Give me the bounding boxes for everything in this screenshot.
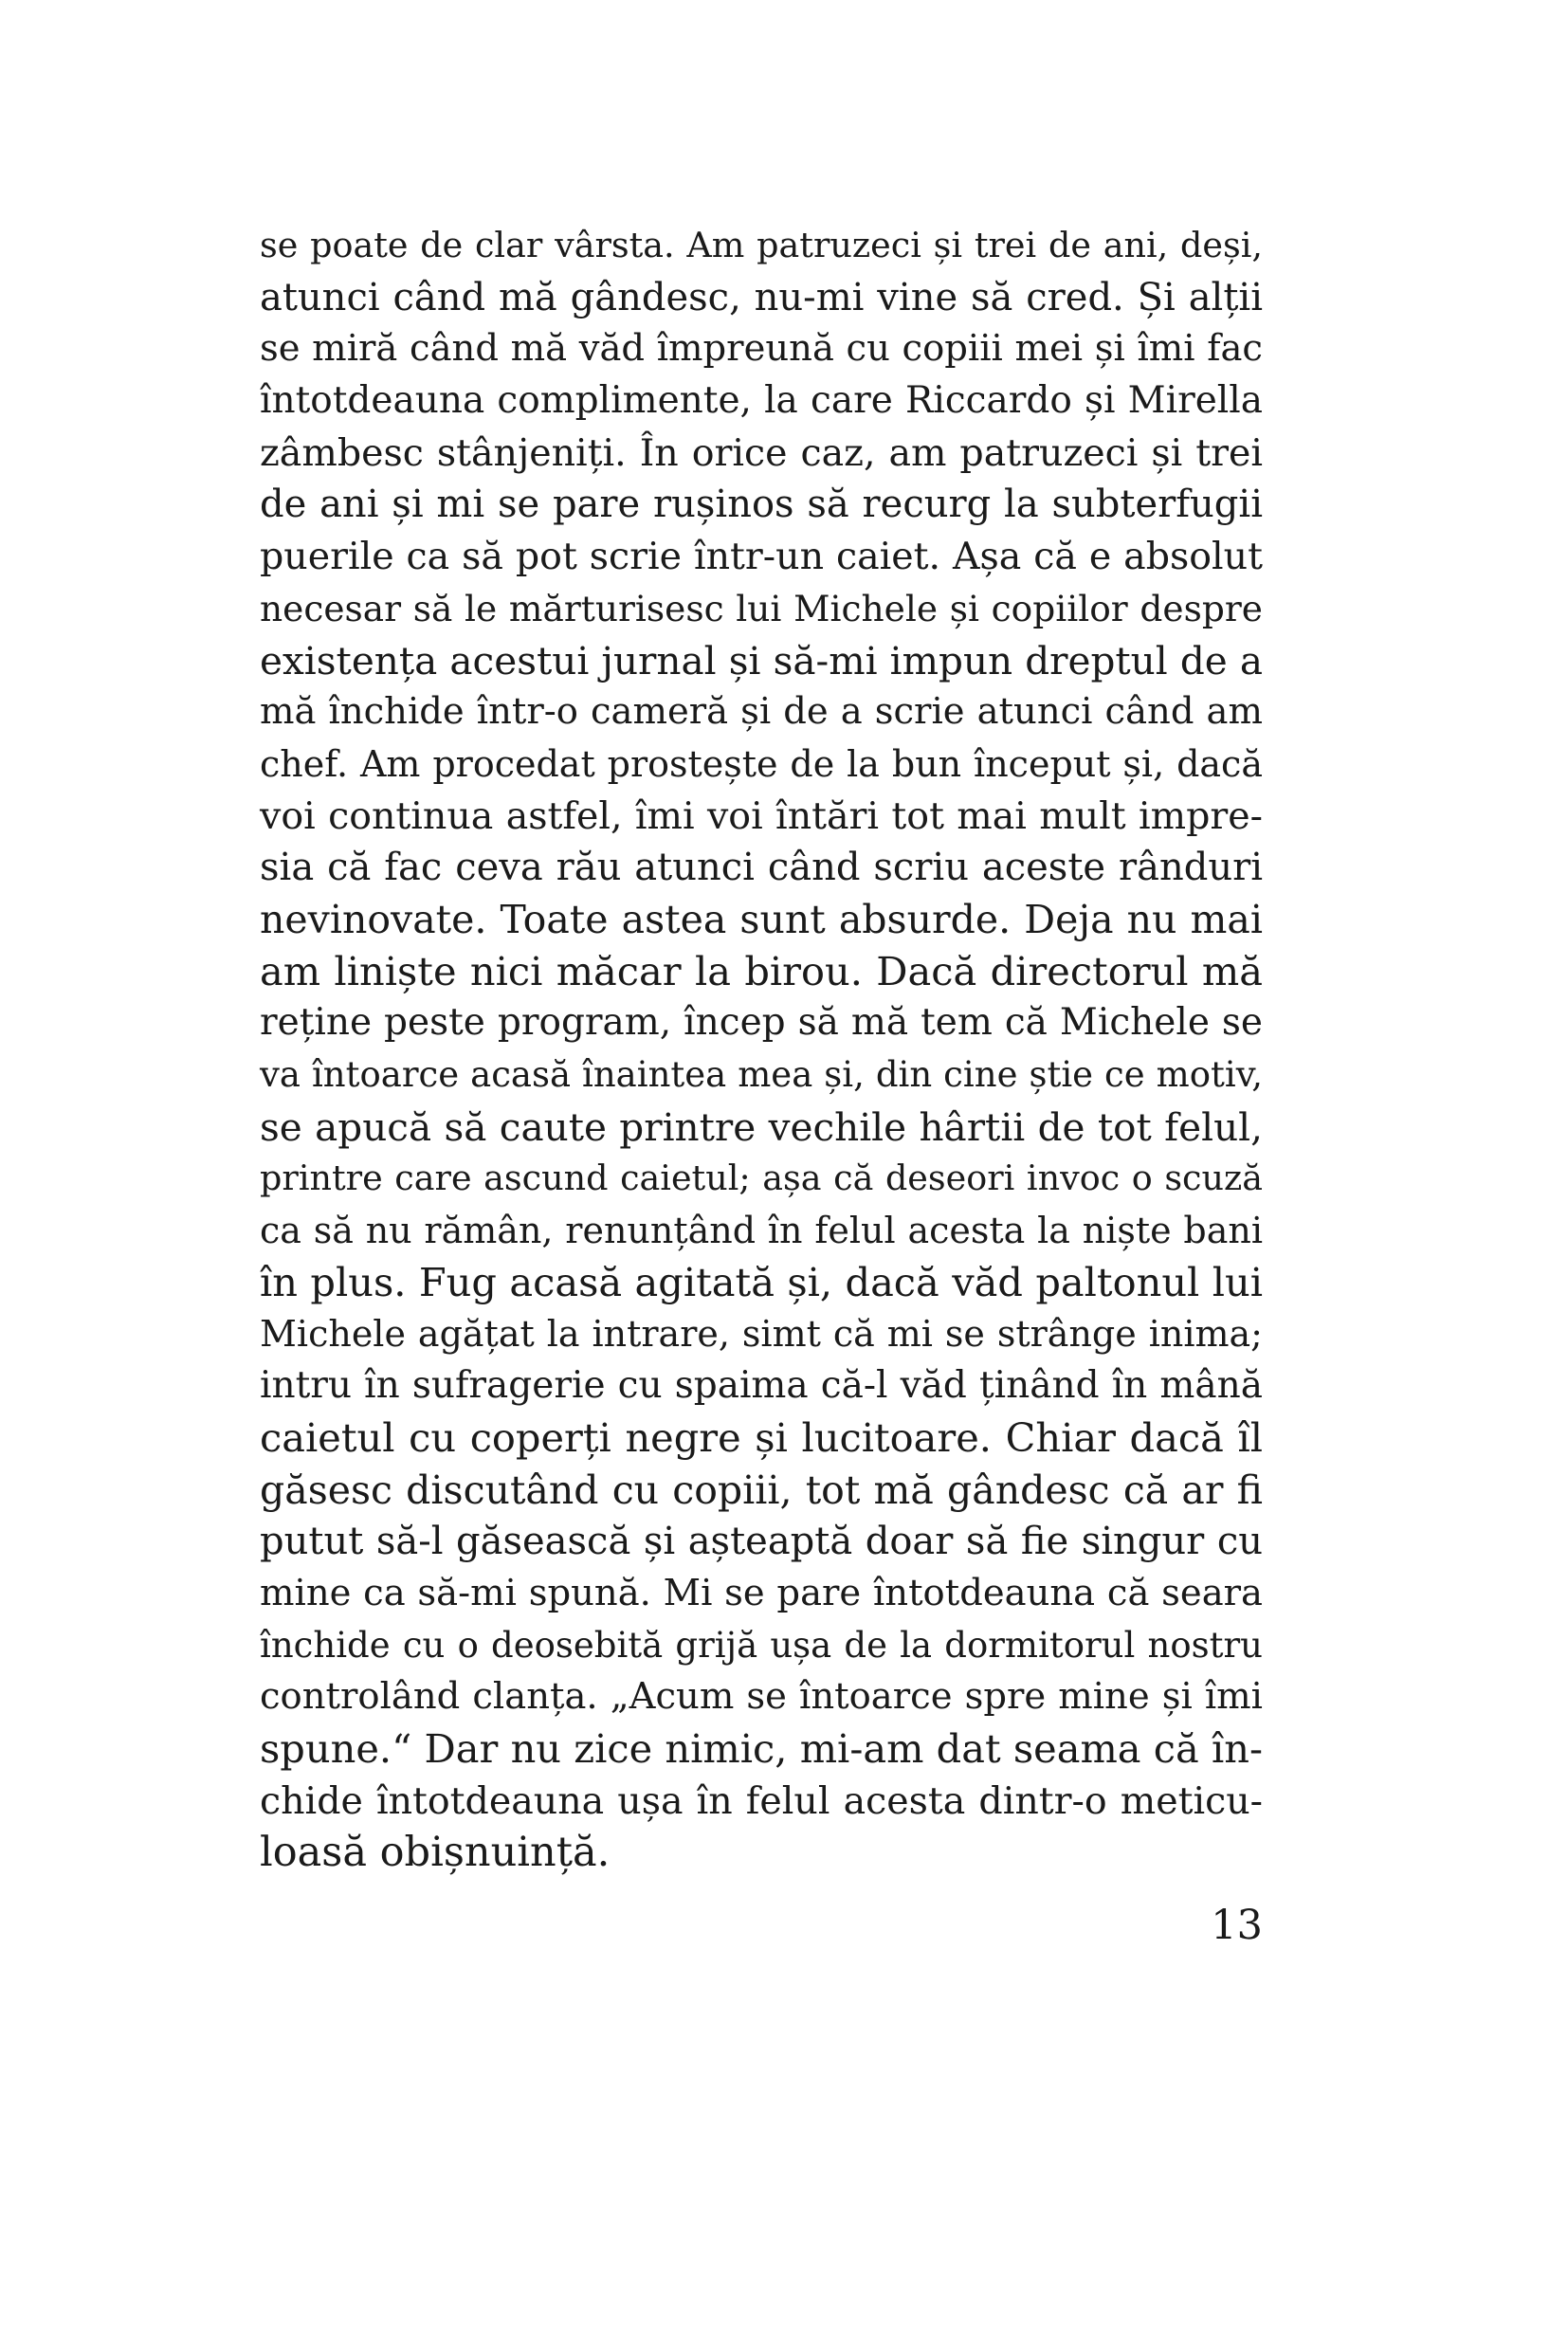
text-line: zâmbesc stânjeniți. În orice caz, am patruzeci și trei <box>260 430 1263 475</box>
text-line: se poate de clar vârsta. Am patruzeci și trei de ani, deși, <box>260 225 1263 265</box>
text-line: găsesc discutând cu copiii, tot mă gândesc că ar fi <box>260 1467 1263 1513</box>
text-line: se miră când mă văd împreună cu copiii mei și îmi fac <box>260 327 1263 371</box>
text-line: printre care ascund caietul; așa că deseori invoc o scuză <box>260 1157 1263 1199</box>
text-line: mine ca să-mi spună. Mi se pare întotdeauna că seara <box>260 1571 1263 1614</box>
text-line: Michele agățat la intrare, simt că mi se strânge inima; <box>260 1313 1263 1356</box>
text-line: puerile ca să pot scrie într-un caiet. Așa că e absolut <box>260 535 1263 579</box>
text-line: reține peste program, încep să mă tem că Michele se <box>260 1001 1263 1045</box>
text-line: ca să nu rămân, renunțând în felul acesta la niște bani <box>260 1210 1263 1252</box>
text-line: întotdeauna complimente, la care Riccardo și Mirella <box>260 379 1263 423</box>
text-line: voi continua astfel, îmi voi întări tot mai mult impre- <box>260 793 1263 838</box>
text-line: în plus. Fug acasă agitată și, dacă văd paltonul lui <box>260 1258 1263 1305</box>
text-line: închide cu o deosebită grijă ușa de la dormitorul nostru <box>260 1624 1263 1666</box>
text-line: sia că fac ceva rău atunci când scriu aceste rânduri <box>260 846 1263 890</box>
text-line: loasă obișnuință. <box>260 1829 611 1877</box>
text-line: nevinovate. Toate astea sunt absurde. Deja nu mai <box>260 896 1263 942</box>
text-line: va întoarce acasă înaintea mea și, din cine știe ce motiv, <box>260 1054 1263 1095</box>
text-line: intru în sufragerie cu spaima că-l văd ținând în mână <box>260 1364 1263 1408</box>
text-line: chef. Am procedat prostește de la bun început și, dacă <box>260 742 1263 785</box>
text-line: existența acestui jurnal și să-mi impun dreptul de a <box>260 637 1263 683</box>
text-line: mă închide într-o cameră și de a scrie atunci când am <box>260 690 1263 734</box>
text-line: putut să-l găsească și așteaptă doar să fie singur cu <box>260 1520 1263 1564</box>
text-line: necesar să le mărturisesc lui Michele și copiilor despre <box>260 587 1263 629</box>
page-number: 13 <box>1211 1902 1263 1949</box>
text-line: se apucă să caute printre vechile hârtii de tot felul, <box>260 1103 1263 1150</box>
text-line: chide întotdeauna ușa în felul acesta dintr-o meticu- <box>260 1778 1263 1823</box>
text-line: de ani și mi se pare rușinos să recurg la subterfugii <box>260 483 1263 527</box>
text-line: caietul cu coperți negre și lucitoare. Chiar dacă îl <box>260 1413 1263 1461</box>
body-text <box>260 220 1263 1879</box>
text-line: controlând clanța. „Acum se întoarce spre mine și îmi <box>260 1675 1263 1719</box>
text-line: atunci când mă gândesc, nu-mi vine să cred. Și alții <box>260 275 1263 319</box>
text-line: spune.“ Dar nu zice nimic, mi-am dat seama că în- <box>260 1724 1263 1772</box>
text-line: am liniște nici măcar la birou. Dacă directorul mă <box>260 947 1263 994</box>
